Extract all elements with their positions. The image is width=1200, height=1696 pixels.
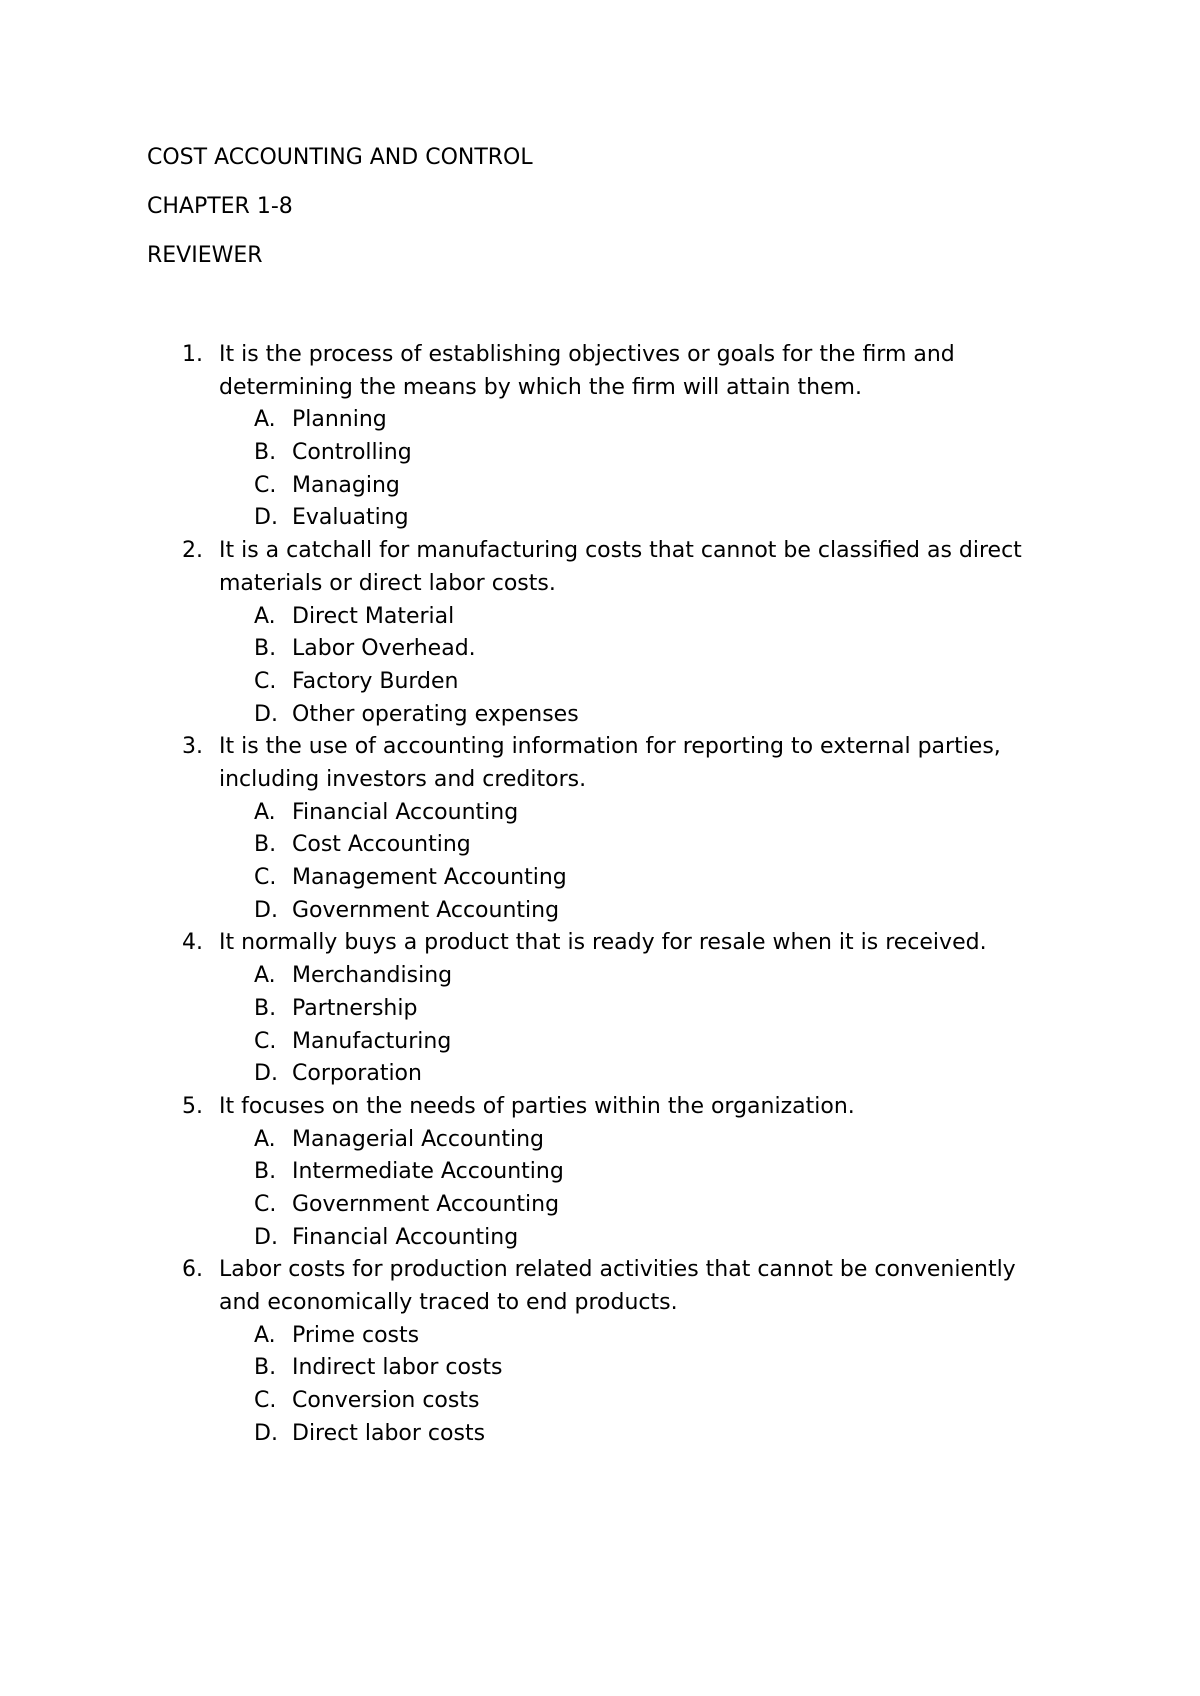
choice-item xyxy=(147,862,1047,895)
choice-letter: B. xyxy=(254,832,277,858)
choice-text: Merchandising xyxy=(292,963,453,989)
choice-letter: D. xyxy=(254,505,278,531)
choice-letter: C. xyxy=(254,1028,277,1054)
choice-text: Partnership xyxy=(292,995,418,1021)
choice-item xyxy=(147,1320,1047,1353)
choice-letter: A. xyxy=(254,1126,276,1152)
document-title: COST ACCOUNTING AND CONTROL xyxy=(147,145,533,170)
choice-letter: C. xyxy=(254,472,277,498)
question-item xyxy=(147,535,1047,731)
question-text: It is the use of accounting information for reporting to external parties, including investors and creditors. xyxy=(219,734,1001,793)
choice-item xyxy=(147,437,1047,470)
choice-item xyxy=(147,1058,1047,1091)
question-text: It is the process of establishing objectives or goals for the firm and determining the means by which the firm will attain them. xyxy=(219,342,955,400)
choice-list xyxy=(147,1124,1047,1255)
choice-list xyxy=(147,1320,1047,1451)
choice-text: Factory Burden xyxy=(292,668,459,694)
question-number: 1. xyxy=(182,342,203,367)
question-number: 3. xyxy=(182,734,203,760)
choice-text: Planning xyxy=(292,407,387,433)
choice-letter: C. xyxy=(254,668,277,694)
question-text: It is a catchall for manufacturing costs that cannot be classified as direct materials or direct labor costs. xyxy=(219,538,1022,596)
choice-text: Financial Accounting xyxy=(292,1224,519,1250)
reviewer-label: REVIEWER xyxy=(147,243,263,268)
choice-letter: D. xyxy=(254,897,278,923)
choice-text: Management Accounting xyxy=(292,865,567,891)
question-item xyxy=(147,927,1047,1090)
choice-letter: D. xyxy=(254,1420,278,1446)
choice-text: Financial Accounting xyxy=(292,799,519,825)
choice-item xyxy=(147,1222,1047,1255)
question-text: Labor costs for production related activities that cannot be conveniently and economically traced to end products. xyxy=(219,1257,1016,1316)
choice-item xyxy=(147,1352,1047,1385)
choice-item xyxy=(147,1026,1047,1059)
document-header xyxy=(147,144,1047,291)
question-text: It focuses on the needs of parties within the organization. xyxy=(219,1093,855,1119)
choice-item xyxy=(147,470,1047,503)
choice-text: Manufacturing xyxy=(292,1028,452,1054)
chapter-label: CHAPTER 1-8 xyxy=(147,194,293,219)
choice-text: Direct Material xyxy=(292,603,455,629)
question-list xyxy=(147,339,1047,1451)
choice-text: Managing xyxy=(292,472,400,498)
question-item xyxy=(147,1254,1047,1450)
choice-item xyxy=(147,895,1047,928)
choice-letter: C. xyxy=(254,865,277,891)
choice-text: Government Accounting xyxy=(292,1192,560,1217)
choice-item xyxy=(147,1189,1047,1222)
choice-item xyxy=(147,404,1047,437)
choice-letter: A. xyxy=(254,1322,276,1348)
choice-list xyxy=(147,404,1047,535)
choice-text: Prime costs xyxy=(292,1322,420,1348)
choice-letter: B. xyxy=(254,995,277,1021)
choice-letter: B. xyxy=(254,636,277,662)
choice-letter: A. xyxy=(254,799,276,825)
choice-text: Other operating expenses xyxy=(292,701,579,727)
question-item xyxy=(147,339,1047,535)
choice-item xyxy=(147,633,1047,666)
question-number: 4. xyxy=(182,930,203,956)
choice-item xyxy=(147,1156,1047,1189)
question-number: 2. xyxy=(182,538,203,564)
choice-letter: D. xyxy=(254,1224,278,1250)
choice-letter: A. xyxy=(254,603,276,629)
choice-item xyxy=(147,502,1047,535)
question-item xyxy=(147,1091,1047,1254)
choice-item xyxy=(147,1124,1047,1157)
choice-letter: B. xyxy=(254,1159,277,1185)
question-number: 6. xyxy=(182,1257,203,1283)
question-text: It normally buys a product that is ready for resale when it is received. xyxy=(219,930,987,956)
choice-list xyxy=(147,960,1047,1091)
choice-text: Managerial Accounting xyxy=(292,1126,544,1152)
choice-list xyxy=(147,797,1047,928)
choice-letter: A. xyxy=(254,407,276,433)
choice-item xyxy=(147,699,1047,732)
choice-text: Cost Accounting xyxy=(292,832,471,858)
choice-letter: A. xyxy=(254,963,276,989)
choice-text: Direct labor costs xyxy=(292,1420,486,1446)
choice-text: Conversion costs xyxy=(292,1388,480,1414)
choice-text: Corporation xyxy=(292,1061,422,1087)
choice-list xyxy=(147,601,1047,732)
choice-item xyxy=(147,829,1047,862)
choice-item xyxy=(147,993,1047,1026)
choice-text: Evaluating xyxy=(292,505,409,531)
choice-letter: D. xyxy=(254,1061,278,1087)
choice-item xyxy=(147,1418,1047,1451)
choice-letter: C. xyxy=(254,1192,277,1217)
choice-letter: B. xyxy=(254,1355,277,1381)
choice-text: Indirect labor costs xyxy=(292,1355,503,1381)
choice-item xyxy=(147,797,1047,830)
choice-text: Government Accounting xyxy=(292,897,560,923)
choice-letter: C. xyxy=(254,1388,277,1414)
choice-text: Controlling xyxy=(292,440,412,466)
choice-letter: B. xyxy=(254,440,277,466)
choice-item xyxy=(147,1385,1047,1418)
choice-item xyxy=(147,960,1047,993)
choice-item xyxy=(147,601,1047,634)
choice-letter: D. xyxy=(254,701,278,727)
question-number: 5. xyxy=(182,1093,203,1119)
choice-item xyxy=(147,666,1047,699)
choice-text: Labor Overhead. xyxy=(292,636,476,662)
choice-text: Intermediate Accounting xyxy=(292,1159,564,1185)
question-item xyxy=(147,731,1047,927)
